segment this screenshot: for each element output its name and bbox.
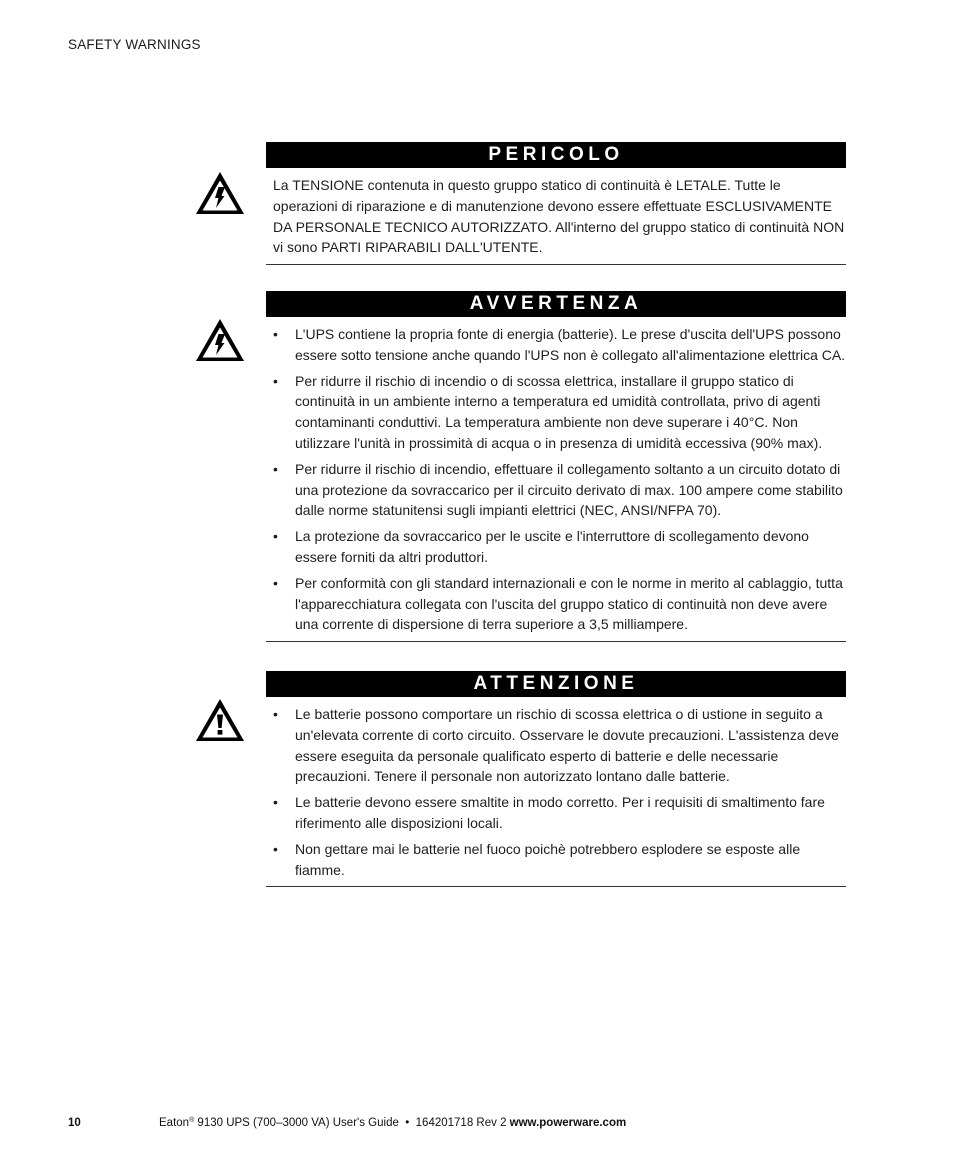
- footer-brand: Eaton: [159, 1117, 190, 1129]
- list-item: • L'UPS contiene la propria fonte di energia (batterie). Le prese d'uscita dell'UPS possono essere sotto tensione anche quando l'UPS non è collegato all'alimentazione elettrica CA.: [266, 324, 846, 366]
- warning-list: [266, 317, 846, 641]
- footer-text: [159, 1117, 626, 1129]
- list-item: • Per ridurre il rischio di incendio o di scossa elettrica, installare il gruppo statico di continuità in un ambiente interno a temperatura ed umidità controllata, privo di agenti contaminanti conduttivi. La temperatura ambiente non deve superare i 40°C. Non utilizzare l'unità in prossimità di acqua o in presenza di umidità eccessiva (90% max).: [266, 371, 846, 454]
- warning-section: [266, 291, 846, 642]
- footer-guide: 9130 UPS (700–3000 VA) User's Guide • 164201718 Rev 2: [194, 1117, 510, 1129]
- list-item: • Le batterie devono essere smaltite in modo corretto. Per i requisiti di smaltimento fare riferimento alle disposizioni locali.: [266, 792, 846, 834]
- warning-title: AVVERTENZA: [266, 291, 846, 317]
- list-item: • La protezione da sovraccarico per le uscite e l'interruttore di scollegamento devono essere forniti da altri produttori.: [266, 526, 846, 568]
- danger-title: PERICOLO: [266, 142, 846, 168]
- danger-text: La TENSIONE contenuta in questo gruppo statico di continuità è LETALE. Tutte le operazioni di riparazione e di manutenzione devono essere effettuate ESCLUSIVAMENTE DA PERSONALE TECNICO AUTORIZZATO. All'interno del gruppo statico di continuità NON vi sono PARTI RIPARABILI DALL'UTENTE.: [266, 168, 846, 265]
- list-item: • Per conformità con gli standard internazionali e con le norme in merito al cablaggio, tutta l'apparecchiatura collegata con l'uscita del gruppo statico di continuità non deve avere una corrente di dispersione di terra superiore a 3,5 milliampere.: [266, 573, 846, 635]
- list-item: • Per ridurre il rischio di incendio, effettuare il collegamento soltanto a un circuito dotato di una protezione da sovraccarico per il circuito derivato di max. 100 ampere come stabilito dalle norme statunitensi sugli impianti elettrici (NEC, ANSI/NFPA 70).: [266, 459, 846, 521]
- exclamation-warning-icon: [194, 697, 246, 743]
- caution-list: [266, 697, 846, 886]
- high-voltage-warning-icon: [194, 317, 246, 363]
- high-voltage-warning-icon: [194, 170, 246, 216]
- list-item: • Le batterie possono comportare un rischio di scossa elettrica o di ustione in seguito a un'elevata corrente di corto circuito. Osservare le dovute precauzioni. L'assistenza deve essere eseguita da personale qualificato esperto di batterie e delle necessarie precauzioni. Tenere il personale non autorizzato lontano dalle batterie.: [266, 704, 846, 787]
- danger-section: [266, 142, 846, 265]
- caution-title: ATTENZIONE: [266, 671, 846, 697]
- running-header: SAFETY WARNINGS: [68, 37, 201, 52]
- page-number: 10: [68, 1117, 81, 1129]
- footer-website: www.powerware.com: [509, 1117, 627, 1129]
- caution-section: [266, 671, 846, 887]
- list-item: • Non gettare mai le batterie nel fuoco poichè potrebbero esplodere se esposte alle fiamme.: [266, 839, 846, 881]
- registered-mark: ®: [189, 1117, 195, 1124]
